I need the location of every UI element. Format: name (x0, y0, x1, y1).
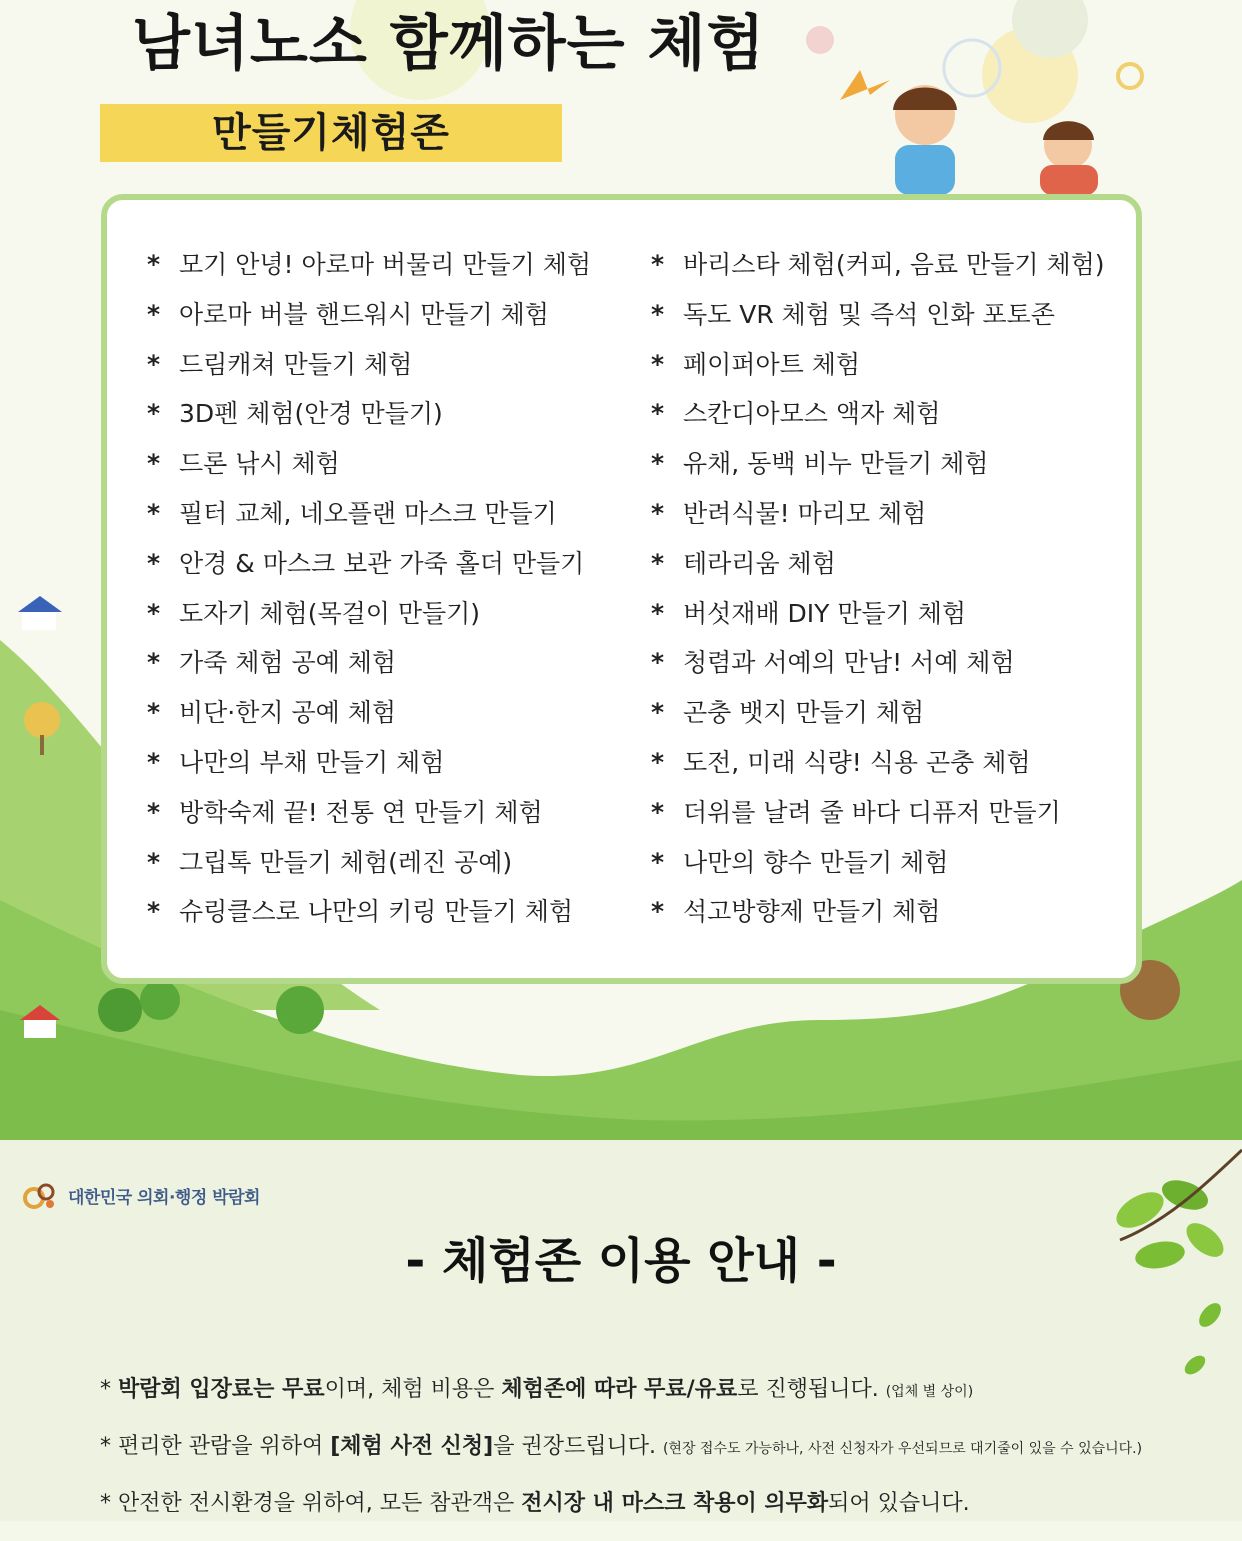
activity-item (147, 539, 591, 589)
activity-label: 나만의 부채 만들기 체험 (179, 747, 445, 777)
bullet-icon: * (651, 897, 665, 927)
zone-label-badge: 만들기체험존 (100, 104, 562, 162)
activity-item (651, 887, 1105, 937)
activity-item (147, 838, 591, 888)
bullet-icon: * (651, 449, 665, 479)
activity-label: 석고방향제 만들기 체험 (683, 897, 941, 927)
activity-item (147, 788, 591, 838)
activity-item (147, 340, 591, 390)
activity-label: 그립톡 만들기 체험(레진 공예) (179, 847, 513, 877)
activity-item (651, 788, 1105, 838)
bullet-icon: * (651, 747, 665, 777)
activity-item (147, 489, 591, 539)
activity-label: 바리스타 체험(커피, 음료 만들기 체험) (683, 250, 1105, 279)
bullet-icon: * (651, 399, 665, 429)
expo-logo-text: 대한민국 의회·행정 박람회 (68, 1187, 260, 1208)
activity-list-right (651, 240, 1105, 937)
activity-label: 더위를 날려 줄 바다 디퓨저 만들기 (683, 797, 1061, 827)
bullet-icon: * (147, 797, 161, 827)
bullet-icon: * (651, 250, 665, 279)
activity-item (651, 389, 1105, 439)
bullet-icon: * (147, 548, 161, 578)
activity-item (651, 838, 1105, 888)
activity-label: 곤충 뱃지 만들기 체험 (683, 698, 925, 728)
note-item: * 편리한 관람을 위하여 [체험 사전 신청]을 권장드립니다. (현장 접수도 가능하나, 사전 신청자가 우선되므로 대기줄이 있을 수 있습니다.) (100, 1434, 1143, 1459)
bullet-icon: * (651, 548, 665, 578)
activity-label: 스칸디아모스 액자 체험 (683, 399, 941, 429)
activity-item (147, 688, 591, 738)
bullet-icon: * (147, 897, 161, 927)
activity-label: 안경 & 마스크 보관 가죽 홀더 만들기 (179, 548, 585, 578)
activity-label: 가죽 체험 공예 체험 (179, 648, 397, 678)
activity-label: 독도 VR 체험 및 즉석 인화 포토존 (683, 299, 1055, 329)
activity-label: 청렴과 서예의 만남! 서예 체험 (683, 648, 1015, 678)
activity-label: 페이퍼아트 체험 (683, 349, 860, 379)
bullet-icon: * (147, 747, 161, 777)
bullet-icon: * (147, 598, 161, 628)
activity-label: 드림캐쳐 만들기 체험 (179, 349, 413, 379)
bullet-icon: * (147, 349, 161, 379)
activity-item (651, 439, 1105, 489)
usage-notes (100, 1370, 1142, 1541)
activity-item (651, 688, 1105, 738)
usage-guide-title: - 체험존 이용 안내 - (405, 1233, 837, 1289)
bullet-icon: * (651, 797, 665, 827)
activity-label: 비단·한지 공예 체험 (179, 698, 397, 728)
activity-label: 방학숙제 끝! 전통 연 만들기 체험 (179, 797, 543, 827)
activity-list-card (101, 194, 1142, 984)
activity-item (651, 340, 1105, 390)
bullet-icon: * (147, 698, 161, 728)
activity-label: 버섯재배 DIY 만들기 체험 (683, 598, 967, 628)
activity-item (651, 290, 1105, 340)
expo-logo-icon (20, 1178, 60, 1212)
bullet-icon: * (651, 648, 665, 678)
activity-item (651, 638, 1105, 688)
expo-logo (20, 1178, 260, 1212)
activity-label: 유채, 동백 비누 만들기 체험 (683, 449, 989, 479)
activity-item (147, 887, 591, 937)
activity-label: 모기 안녕! 아로마 버물리 만들기 체험 (179, 250, 592, 279)
activity-label: 도전, 미래 식량! 식용 곤충 체험 (683, 747, 1031, 777)
bullet-icon: * (147, 299, 161, 329)
bullet-icon: * (651, 698, 665, 728)
bullet-icon: * (147, 498, 161, 528)
activity-label: 테라리움 체험 (683, 548, 836, 578)
bullet-icon: * (651, 598, 665, 628)
bullet-icon: * (147, 449, 161, 479)
activity-item (147, 240, 591, 290)
bullet-icon: * (651, 847, 665, 877)
activity-list-left (147, 240, 591, 937)
activity-item (651, 738, 1105, 788)
bullet-icon: * (147, 648, 161, 678)
activity-label: 아로마 버블 핸드워시 만들기 체험 (179, 299, 549, 329)
bullet-icon: * (147, 399, 161, 429)
activity-item (651, 589, 1105, 639)
activity-item (147, 439, 591, 489)
activity-item (651, 489, 1105, 539)
bullet-icon: * (147, 847, 161, 877)
note-item: * 박람회 입장료는 무료이며, 체험 비용은 체험존에 따라 무료/유료로 진행됩니다. (업체 별 상이) (100, 1377, 974, 1402)
activity-label: 드론 낚시 체험 (179, 449, 340, 479)
activity-item (147, 290, 591, 340)
activity-label: 반려식물! 마리모 체험 (683, 498, 927, 528)
bullet-icon: * (651, 299, 665, 329)
activity-item (651, 240, 1105, 290)
bullet-icon: * (147, 250, 161, 279)
page-title: 남녀노소 함께하는 체험 (132, 9, 766, 79)
activity-label: 나만의 향수 만들기 체험 (683, 847, 949, 877)
activity-item (147, 738, 591, 788)
activity-item (651, 539, 1105, 589)
bullet-icon: * (651, 498, 665, 528)
note-item: * 안전한 전시환경을 위하여, 모든 참관객은 전시장 내 마스크 착용이 의무화되어 있습니다. (100, 1491, 970, 1516)
activity-label: 3D펜 체험(안경 만들기) (179, 399, 443, 429)
activity-label: 필터 교체, 네오플랜 마스크 만들기 (179, 498, 557, 528)
activity-label: 도자기 체험(목걸이 만들기) (179, 598, 481, 628)
activity-item (147, 638, 591, 688)
bullet-icon: * (651, 349, 665, 379)
activity-label: 슈링클스로 나만의 키링 만들기 체험 (179, 897, 574, 927)
activity-item (147, 389, 591, 439)
activity-item (147, 589, 591, 639)
